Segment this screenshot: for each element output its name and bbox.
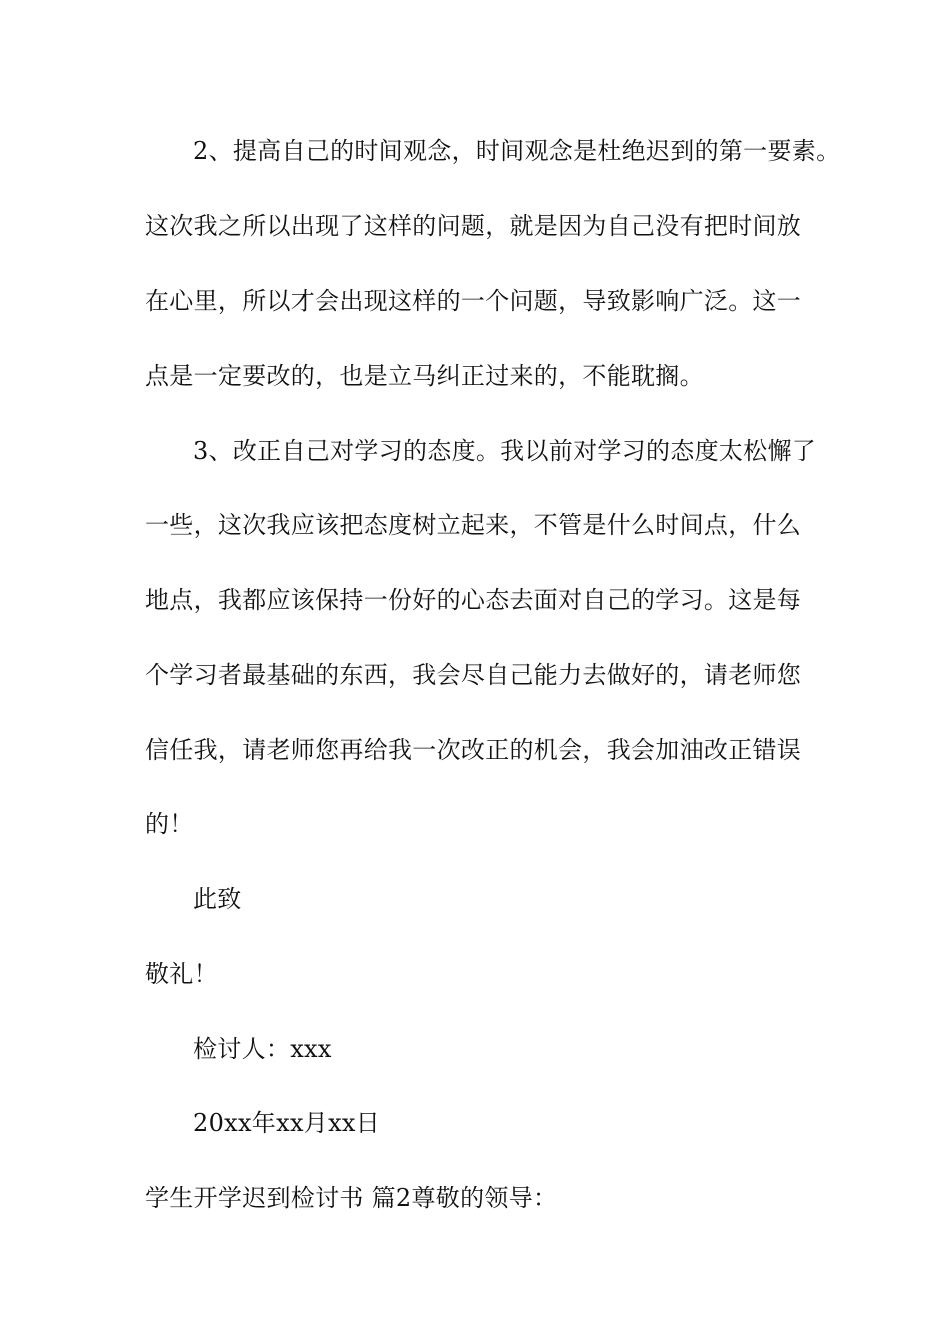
paragraph-3-line-4: 个学习者最基础的东西，我会尽自己能力去做好的，请老师您 [145,661,802,689]
signature-date: 20xx年xx月xx日 [193,1109,381,1137]
paragraph-2-line-3: 在心里，所以才会出现这样的一个问题，导致影响广泛。这一 [145,287,802,315]
paragraph-2-line-1: 2、提高自己的时间观念，时间观念是杜绝迟到的第一要素。 [193,137,841,165]
paragraph-3-line-5: 信任我，请老师您再给我一次改正的机会，我会加油改正错误 [145,736,802,764]
paragraph-2-line-4: 点是一定要改的，也是立马纠正过来的，不能耽搁。 [145,362,704,390]
paragraph-2-line-2: 这次我之所以出现了这样的问题，就是因为自己没有把时间放 [145,212,802,240]
paragraph-3-line-1: 3、改正自己对学习的态度。我以前对学习的态度太松懈了 [193,437,817,465]
closing-salutation: 此致 [193,885,242,913]
signature-reviewer: 检讨人：xxx [193,1035,332,1063]
paragraph-3-line-6: 的！ [145,810,194,838]
paragraph-3-line-3: 地点，我都应该保持一份好的心态去面对自己的学习。这是每 [145,586,802,614]
closing-respect: 敬礼！ [145,960,218,988]
next-section-heading: 学生开学迟到检讨书 篇2尊敬的领导： [145,1184,558,1212]
paragraph-3-line-2: 一些，这次我应该把态度树立起来，不管是什么时间点，什么 [145,511,802,539]
